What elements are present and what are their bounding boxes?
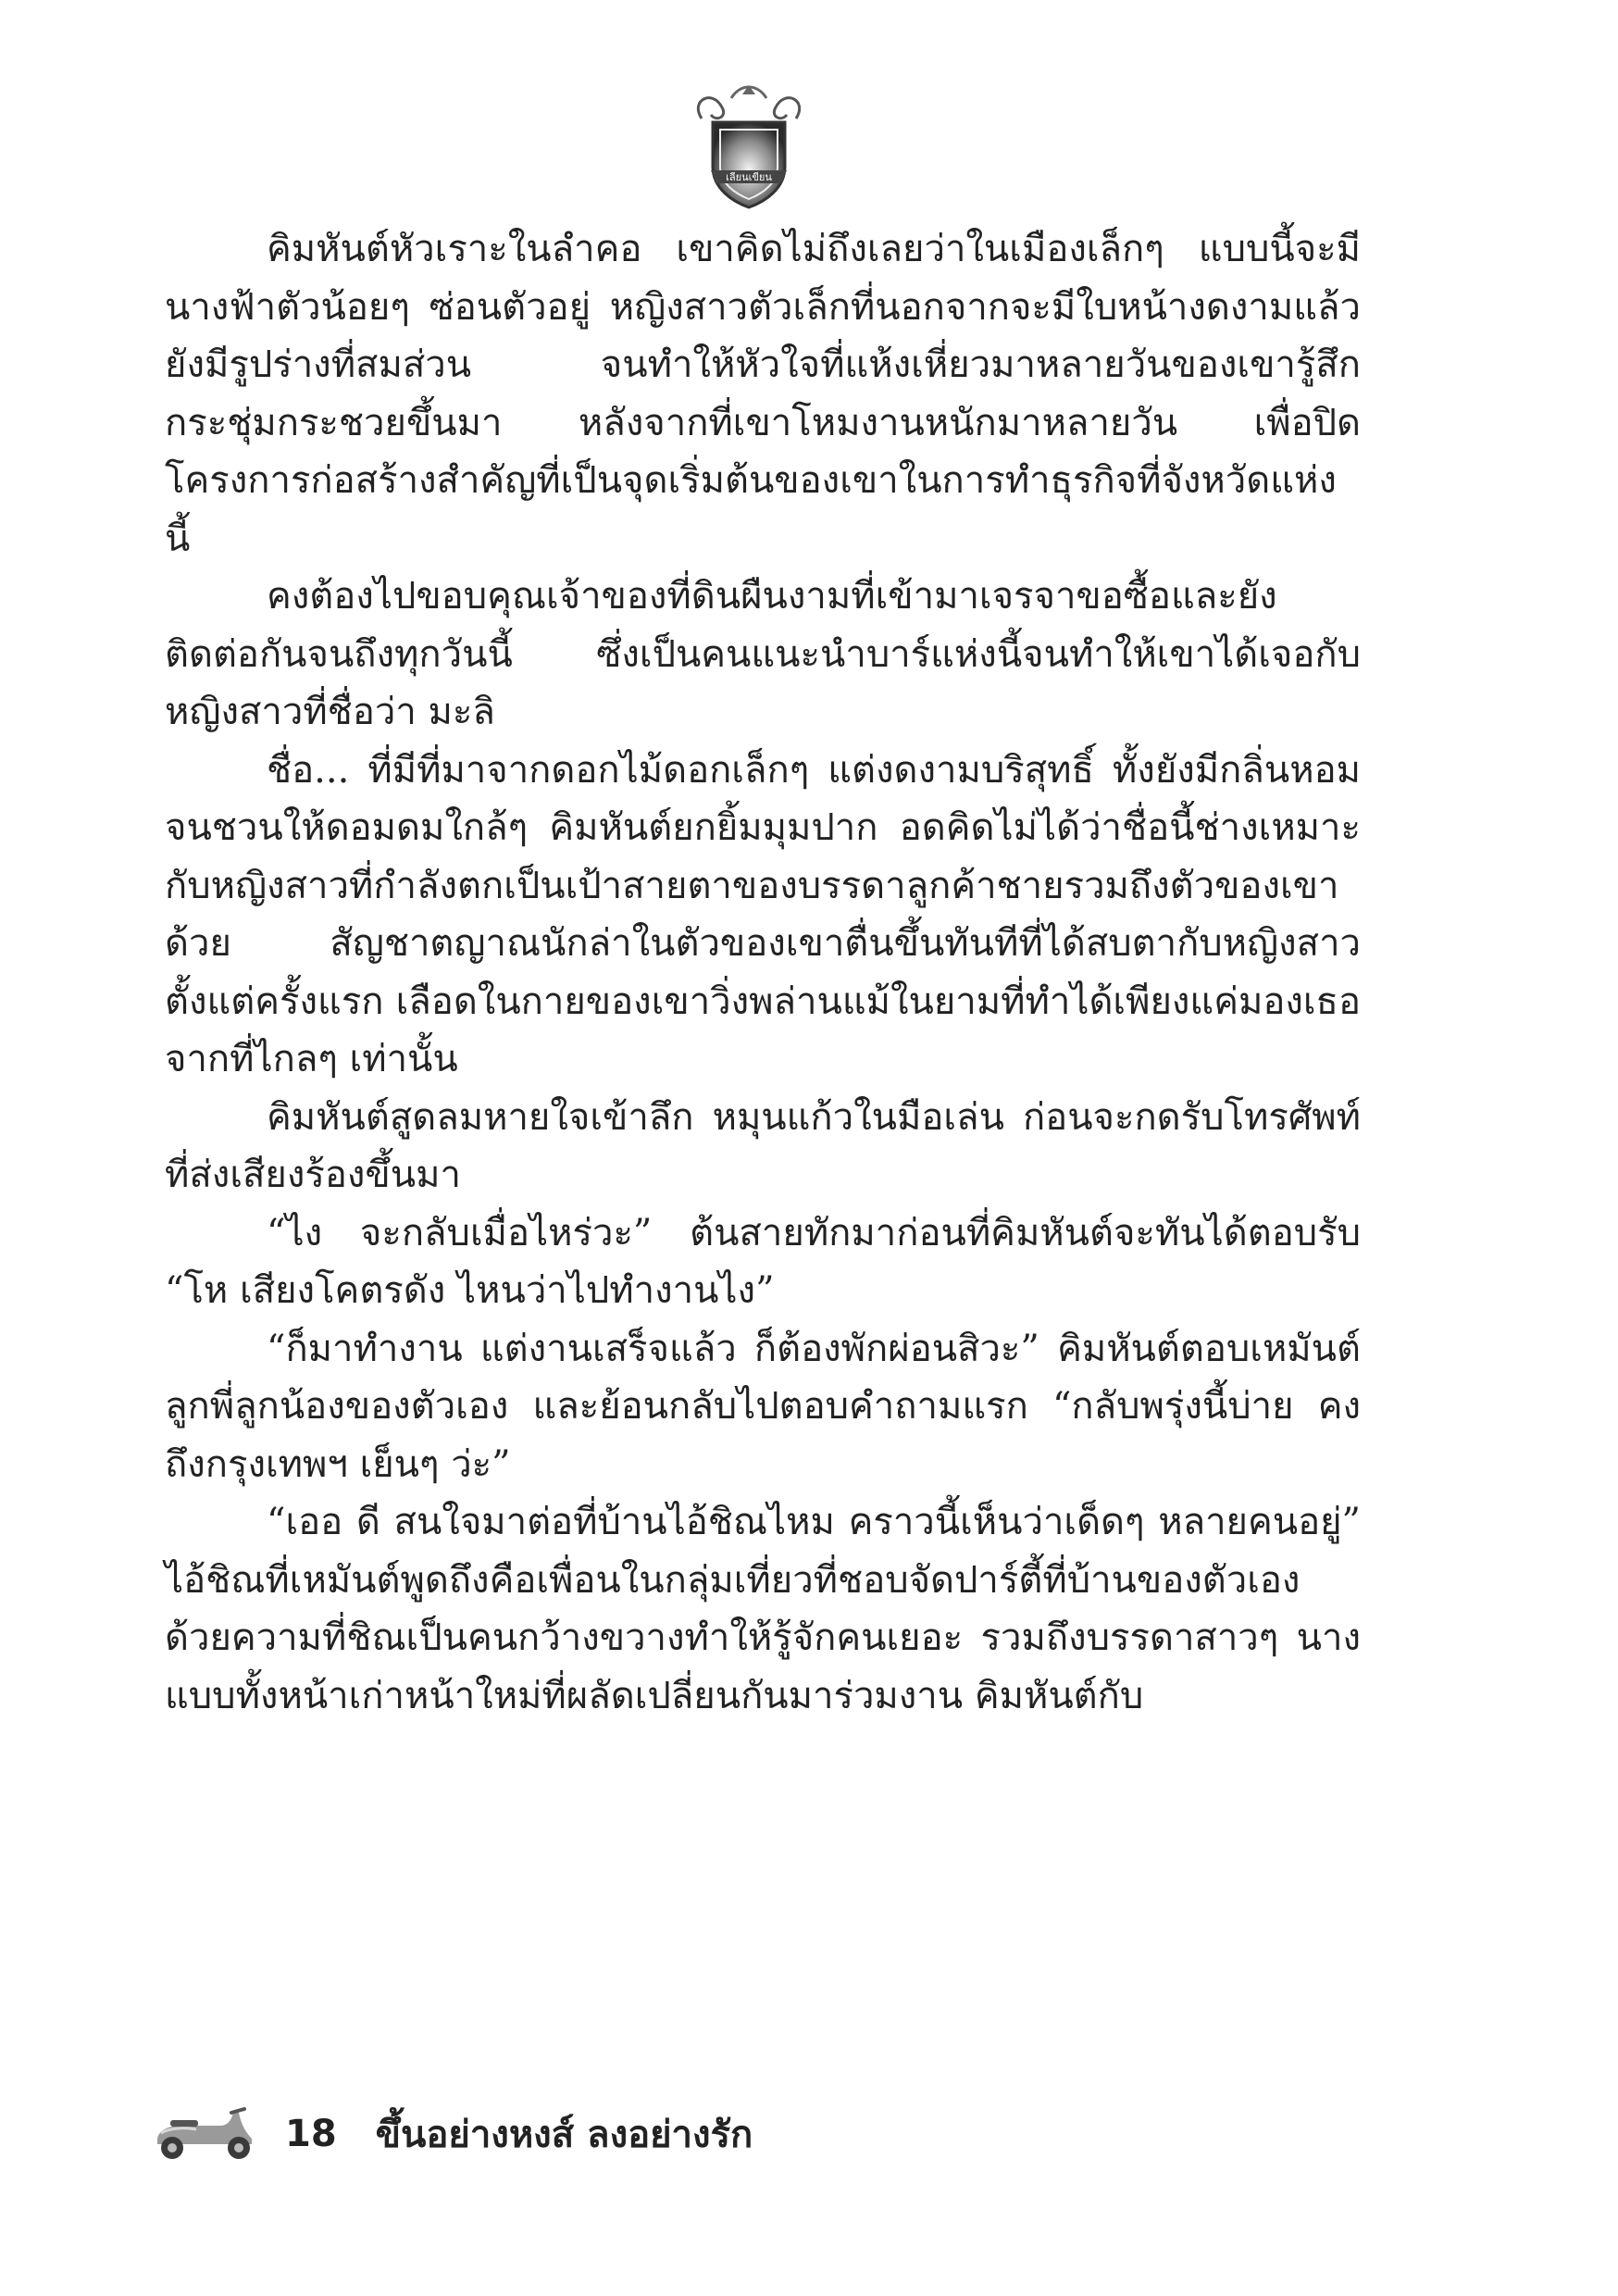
paragraph: ชื่อ... ที่มีที่มาจากดอกไม้ดอกเล็กๆ แต่งดงามบริสุทธิ์ ทั้งยังมีกลิ่นหอมจนชวนให้ดอมดมใกล้ๆ คิมหันต์ยกยิ้มมุมปาก อดคิดไม่ได้ว่าชื่อนี้ช่างเหมาะกับหญิงสาวที่กำลังตกเป็นเป้าสายตาของบรรดาลูกค้าชายรวมถึงตัวของเขาด้วย สัญชาตญาณนักล่าในตัวของเขาตื่นขึ้นทันทีที่ได้สบตากับหญิงสาวตั้งแต่ครั้งแรก เลือดในกายของเขาวิ่งพล่านแม้ในยามที่ทำได้เพียงแค่มองเธอจากที่ไกลๆ เท่านั้น — [165, 748, 1361, 1080]
emblem-label: เลียนเขียน — [726, 171, 772, 183]
paragraph: คงต้องไปขอบคุณเจ้าของที่ดินผืนงามที่เข้ามาเจรจาขอซื้อและยังติดต่อกันจนถึงทุกวันนี้ ซึ่งเป็นคนแนะนำบาร์แห่งนี้จนทำให้เขาได้เจอกับหญิงสาวที่ชื่อว่า มะลิ — [165, 575, 1361, 733]
emblem-icon — [685, 81, 813, 211]
main-text — [165, 220, 1361, 1725]
scooter-icon — [148, 2105, 261, 2163]
book-title: ขึ้นอย่างหงส์ ลงอย่างรัก — [375, 2114, 753, 2156]
paragraph: “ก็มาทำงาน แต่งานเสร็จแล้ว ก็ต้องพักผ่อนสิวะ” คิมหันต์ตอบเหมันต์ลูกพี่ลูกน้องของตัวเอง และย้อนกลับไปตอบคำถามแรก “กลับพรุ่งนี้บ่าย คงถึงกรุงเทพฯ เย็นๆ ว่ะ” — [165, 1327, 1361, 1486]
paragraph: คิมหันต์สูดลมหายใจเข้าลึก หมุนแก้วในมือเล่น ก่อนจะกดรับโทรศัพท์ที่ส่งเสียงร้องขึ้นมา — [165, 1095, 1361, 1196]
paragraph: “เออ ดี สนใจมาต่อที่บ้านไอ้ชิณไหม คราวนี้เห็นว่าเด็ดๆ หลายคนอยู่” ไอ้ชิณที่เหมันต์พูดถึงคือเพื่อนในกลุ่มเที่ยวที่ชอบจัดปาร์ตี้ที่บ้านของตัวเอง ด้วยความที่ชิณเป็นคนกว้างขวางทำให้รู้จักคนเยอะ รวมถึงบรรดาสาวๆ นางแบบทั้งหน้าเก่าหน้าใหม่ที่ผลัดเปลี่ยนกันมาร่วมงาน คิมหันต์กับ — [165, 1501, 1361, 1717]
paragraph: คิมหันต์หัวเราะในลำคอ เขาคิดไม่ถึงเลยว่าในเมืองเล็กๆ แบบนี้จะมีนางฟ้าตัวน้อยๆ ซ่อนตัวอยู่ หญิงสาวตัวเล็กที่นอกจากจะมีใบหน้างดงามแล้วยังมีรูปร่างที่สมส่วน จนทำให้หัวใจที่แห้งเหี่ยวมาหลายวันของเขารู้สึกกระชุ่มกระชวยขึ้นมา หลังจากที่เขาโหมงานหนักมาหลายวัน เพื่อปิดโครงการก่อสร้างสำคัญที่เป็นจุดเริ่มต้นของเขาในการทำธุรกิจที่จังหวัดแห่งนี้ — [165, 228, 1361, 560]
paragraph: “ไง จะกลับเมื่อไหร่วะ” ต้นสายทักมาก่อนที่คิมหันต์จะทันได้ตอบรับ “โห เสียงโคตรดัง ไหนว่าไปทำงานไง” — [165, 1211, 1361, 1312]
page-number: 18 — [285, 2113, 337, 2155]
page-footer — [148, 2097, 753, 2171]
